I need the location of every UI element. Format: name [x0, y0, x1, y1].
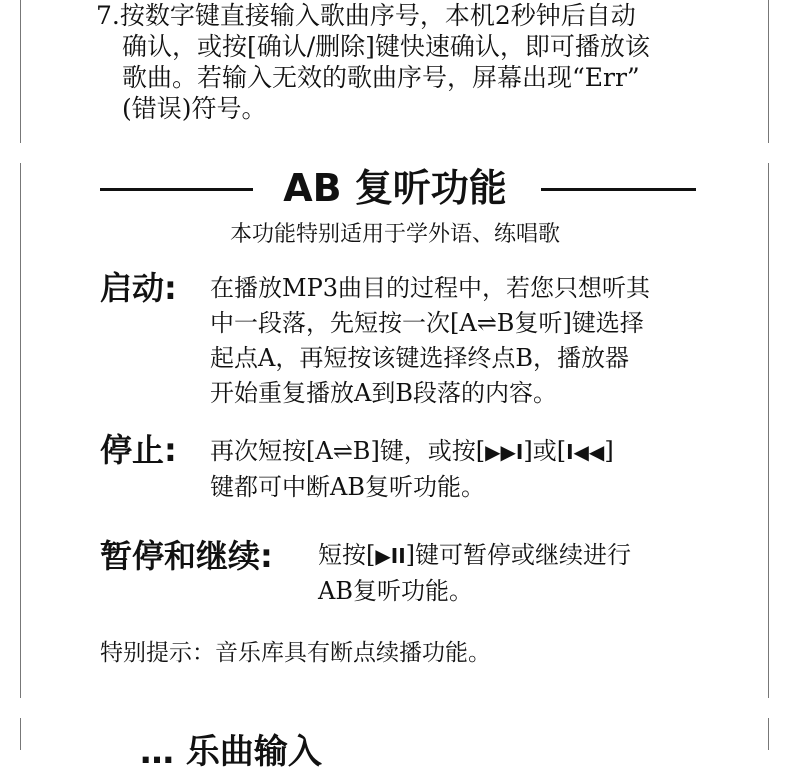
next-section-heading-partial: … 乐曲输入: [140, 732, 322, 772]
pause-description: [318, 538, 738, 609]
start-description: [210, 271, 730, 411]
step-7-paragraph: [96, 0, 736, 124]
right-border-bottom: [768, 718, 769, 750]
pause-line-2: AB复听功能。: [318, 577, 473, 605]
step-7-line-1: 7.按数字键直接输入歌曲序号，本机2秒钟后自动: [96, 1, 636, 30]
start-line-3: 起点A，再短按该键选择终点B，播放器: [210, 344, 629, 372]
next-track-icon: ▶▶I: [485, 440, 524, 464]
pause-line-1a: 短按[: [318, 541, 376, 569]
section-title: AB 复听功能: [283, 166, 507, 210]
special-tip: 特别提示：音乐库具有断点续播功能。: [100, 640, 491, 666]
pause-line-1: [318, 538, 738, 574]
start-line-4: 开始重复播放A到B段落的内容。: [210, 379, 557, 407]
stop-line-2: 键都可中断AB复听功能。: [210, 473, 485, 501]
start-line-2: 中一段落，先短按一次[A⇌B复听]键选择: [210, 309, 644, 337]
step-7-line-3: 歌曲。若输入无效的歌曲序号，屏幕出现“Err”: [122, 63, 640, 92]
left-border-top: [20, 0, 21, 143]
stop-label: 停止:: [100, 431, 177, 469]
start-line-1: 在播放MP3曲目的过程中，若您只想听其: [210, 274, 650, 302]
pause-line-1b: ]键可暂停或继续进行: [405, 541, 632, 569]
step-7-line-2: 确认，或按[确认/删除]键快速确认，即可播放该: [122, 32, 650, 61]
left-border-bottom: [20, 718, 21, 750]
step-7-line-4: (错误)符号。: [122, 94, 267, 123]
right-border-top: [768, 0, 769, 143]
start-label: 启动:: [100, 269, 177, 307]
stop-description: [210, 434, 730, 505]
section-subtitle: 本功能特别适用于学外语、练唱歌: [229, 222, 560, 247]
stop-line-1b: ]或[: [523, 437, 567, 465]
stop-line-1c: ]: [604, 437, 614, 465]
previous-track-icon: I◀◀: [566, 440, 605, 464]
stop-line-1a: 再次短按[A⇌B]键，或按[: [210, 437, 486, 465]
play-pause-icon: ▶II: [375, 544, 406, 568]
stop-line-1: [210, 434, 730, 470]
pause-label: 暂停和继续:: [100, 537, 273, 575]
